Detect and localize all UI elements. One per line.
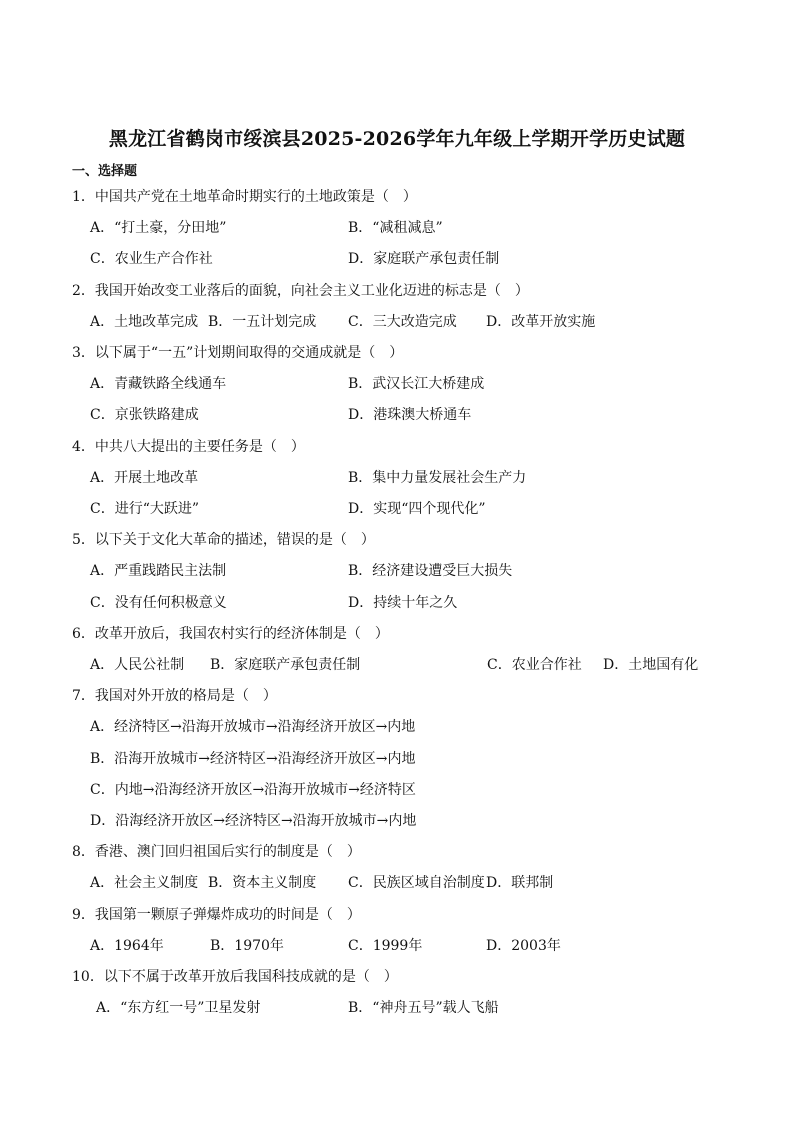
option-a: A．1964年 <box>90 938 164 954</box>
option-b: B．家庭联产承包责任制 <box>210 657 361 673</box>
option-a: A．青藏铁路全线通车 <box>90 376 227 392</box>
question-stem: 6．改革开放后，我国农村实行的经济体制是（ ） <box>72 626 389 642</box>
option-b: B．集中力量发展社会生产力 <box>348 470 527 486</box>
question-stem: 7．我国对外开放的格局是（ ） <box>72 688 277 704</box>
option-c: C．农业生产合作社 <box>90 251 213 267</box>
option-a: A．人民公社制 <box>90 657 185 673</box>
option-a: A．“东方红一号”卫星发射 <box>96 1000 261 1016</box>
question-stem: 4．中共八大提出的主要任务是（ ） <box>72 439 305 455</box>
option-c: C．内地→沿海经济开放区→沿海开放城市→经济特区 <box>90 782 416 798</box>
option-c: C．进行“大跃进” <box>90 501 200 517</box>
option-d: D．改革开放实施 <box>486 314 596 330</box>
question-stem: 5．以下关于文化大革命的描述，错误的是（ ） <box>72 532 375 548</box>
option-b: B．沿海开放城市→经济特区→沿海经济开放区→内地 <box>90 751 416 767</box>
page-title: 黑龙江省鹤岗市绥滨县2025-2026学年九年级上学期开学历史试题 <box>108 128 686 150</box>
option-d: D．实现“四个现代化” <box>348 501 486 517</box>
option-a: A．严重践踏民主法制 <box>90 563 227 579</box>
option-c: C．京张铁路建成 <box>90 407 199 423</box>
option-a: A．社会主义制度 <box>90 875 199 891</box>
option-b: B．一五计划完成 <box>208 314 317 330</box>
option-a: A．“打土豪，分田地” <box>90 220 227 236</box>
option-b: B．1970年 <box>210 938 284 954</box>
question-stem: 1．中国共产党在土地革命时期实行的土地政策是（ ） <box>72 189 417 205</box>
option-d: D．联邦制 <box>486 875 554 891</box>
option-d: D．2003年 <box>486 938 561 954</box>
option-b: B．武汉长江大桥建成 <box>348 376 485 392</box>
option-d: D．家庭联产承包责任制 <box>348 251 500 267</box>
question-stem: 3．以下属于“一五”计划期间取得的交通成就是（ ） <box>72 345 404 361</box>
option-a: A．土地改革完成 <box>90 314 199 330</box>
section-heading: 一、选择题 <box>72 164 138 179</box>
option-c: C．三大改造完成 <box>348 314 457 330</box>
option-a: A．经济特区→沿海开放城市→沿海经济开放区→内地 <box>90 719 416 735</box>
option-b: B．资本主义制度 <box>208 875 317 891</box>
option-b: B．“神舟五号”载人飞船 <box>348 1000 499 1016</box>
option-b: B．经济建设遭受巨大损失 <box>348 563 513 579</box>
question-stem: 8．香港、澳门回归祖国后实行的制度是（ ） <box>72 844 361 860</box>
option-c: C．民族区域自治制度 <box>348 875 485 891</box>
option-d: D．土地国有化 <box>603 657 699 673</box>
question-stem: 10．以下不属于改革开放后我国科技成就的是（ ） <box>72 969 398 985</box>
option-a: A．开展土地改革 <box>90 470 199 486</box>
question-stem: 9．我国第一颗原子弹爆炸成功的时间是（ ） <box>72 907 361 923</box>
option-d: D．港珠澳大桥通车 <box>348 407 472 423</box>
option-c: C．没有任何积极意义 <box>90 595 227 611</box>
option-d: D．沿海经济开放区→经济特区→沿海开放城市→内地 <box>90 813 417 829</box>
question-stem: 2．我国开始改变工业落后的面貌，向社会主义工业化迈进的标志是（ ） <box>72 283 529 299</box>
option-d: D．持续十年之久 <box>348 595 458 611</box>
option-c: C．农业合作社 <box>487 657 582 673</box>
option-c: C．1999年 <box>348 938 423 954</box>
option-b: B．“减租减息” <box>348 220 443 236</box>
